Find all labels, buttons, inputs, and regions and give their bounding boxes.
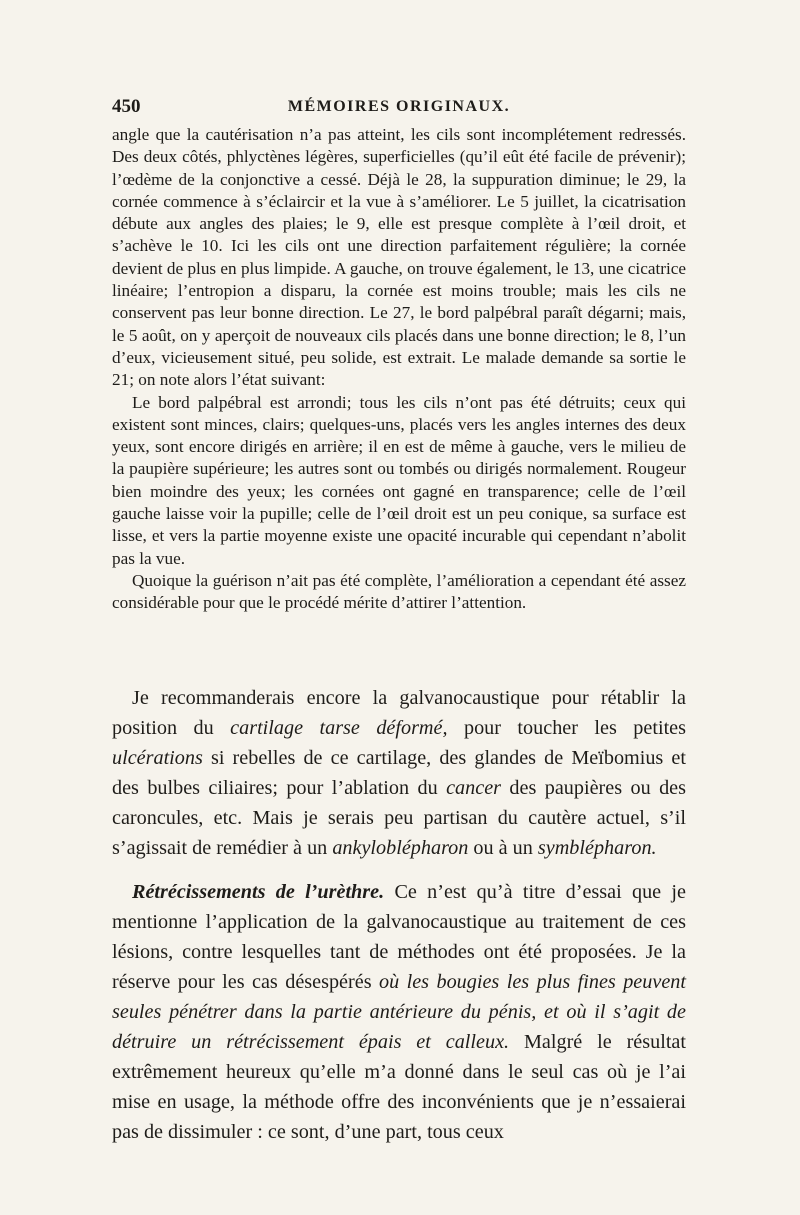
page-header [112,96,686,120]
small-print-block [112,124,686,615]
section-heading: Rétrécissements de l’urèthre. [132,881,385,903]
paragraph-retrecissements [112,877,686,1147]
italic-term: symblépharon. [537,837,657,859]
paragraph-state-description: Le bord palpébral est arrondi; tous les cils n’ont pas été détruits; ceux qui existent sont minces, clairs; quelques-uns, placés vers les angles internes des deux yeux, sont encore dirigés en arrière; il en est de même à gauche, vers le milieu de la paupière supérieure; les autres sont ou tombés ou dirigés normalement. Rougeur bien moindre des yeux; les cornées ont gagné en transparence; celle de l’œil gauche laisse voir la pupille; celle de l’œil droit est un peu conique, sa surface est lisse, et vers la partie moyenne existe une opacité incurable qui cependant n’abolit pas la vue. [112,392,686,568]
text-run: des paupières ou des caroncules, etc. Mais je serais peu partisan du cautère actuel, s’il s’agissait de remédier à un [112,777,687,859]
italic-passage: où les bougies les plus fines peuvent seules pénétrer dans la partie antérieure du pénis, et où il s’agit de détruire un rétrécissement épais et calleux. [112,971,686,1053]
italic-term: cartilage tarse déformé, [230,717,448,739]
paragraph-galvanocaustique [112,683,686,863]
main-print-block [112,683,686,1147]
italic-term: ankyloblépharon [332,837,469,859]
text-run: Ce n’est qu’à titre d’essai que je mentionne l’application de la galvanocaustique au traitement de ces lésions, contre lesquelles tant de méthodes ont été proposées. Je la réserve pour les cas désespérés [112,881,686,993]
text-run: Malgré le résultat extrêmement heureux qu’elle m’a donné dans le seul cas où je l’ai mise en usage, la méthode offre des inconvénients que je n’essaierai pas de dissimuler : ce sont, d’une part, tous ceux [112,1031,686,1143]
text-run: si rebelles de ce cartilage, des glandes de Meïbomius et des bulbes ciliaires; pour l’ablation du [112,747,686,799]
text-run: Je recommanderais encore la galvanocaustique pour rétablir la position du [112,687,686,739]
running-title: MÉMOIRES ORIGINAUX. [287,98,511,115]
paragraph-gap [112,863,686,877]
text-run: pour toucher les petites [447,717,686,739]
text-run: ou à un [468,837,538,859]
paragraph-continuation: angle que la cautérisation n’a pas atteint, les cils sont incomplétement redressés. Des deux côtés, phlyctènes légères, superficielles (qu’il eût été facile de prévenir); l’œdème de la conjonctive a cessé. Déjà le 28, la suppuration diminue; le 29, la cornée commence à s’éclaircir et la vue à s’améliorer. Le 5 juillet, la cicatrisation débute aux angles des plaies; le 9, elle est presque complète à l’œil droit, et s’achève le 10. Ici les cils ont une direction parfaitement régulière; la cornée devient de plus en plus limpide. A gauche, on trouve également, le 13, une cicatrice linéaire; l’entropion a disparu, la cornée est moins trouble; mais les cils ne conservent pas leur bonne direction. Le 27, le bord palpébral paraît dégarni; mais, le 5 août, on y aperçoit de nouveaux cils placés dans une bonne direction; le 8, l’un d’eux, vicieusement situé, peu solide, est extrait. Le malade demande sa sortie le 21; on note alors l’état suivant: [112,125,686,390]
paragraph-conclusion: Quoique la guérison n’ait pas été complète, l’amélioration a cependant été assez considérable pour que le procédé mérite d’attirer l’attention. [112,570,686,613]
italic-term: ulcérations [112,747,203,769]
italic-term: cancer [446,777,502,799]
page-number: 450 [112,96,141,117]
